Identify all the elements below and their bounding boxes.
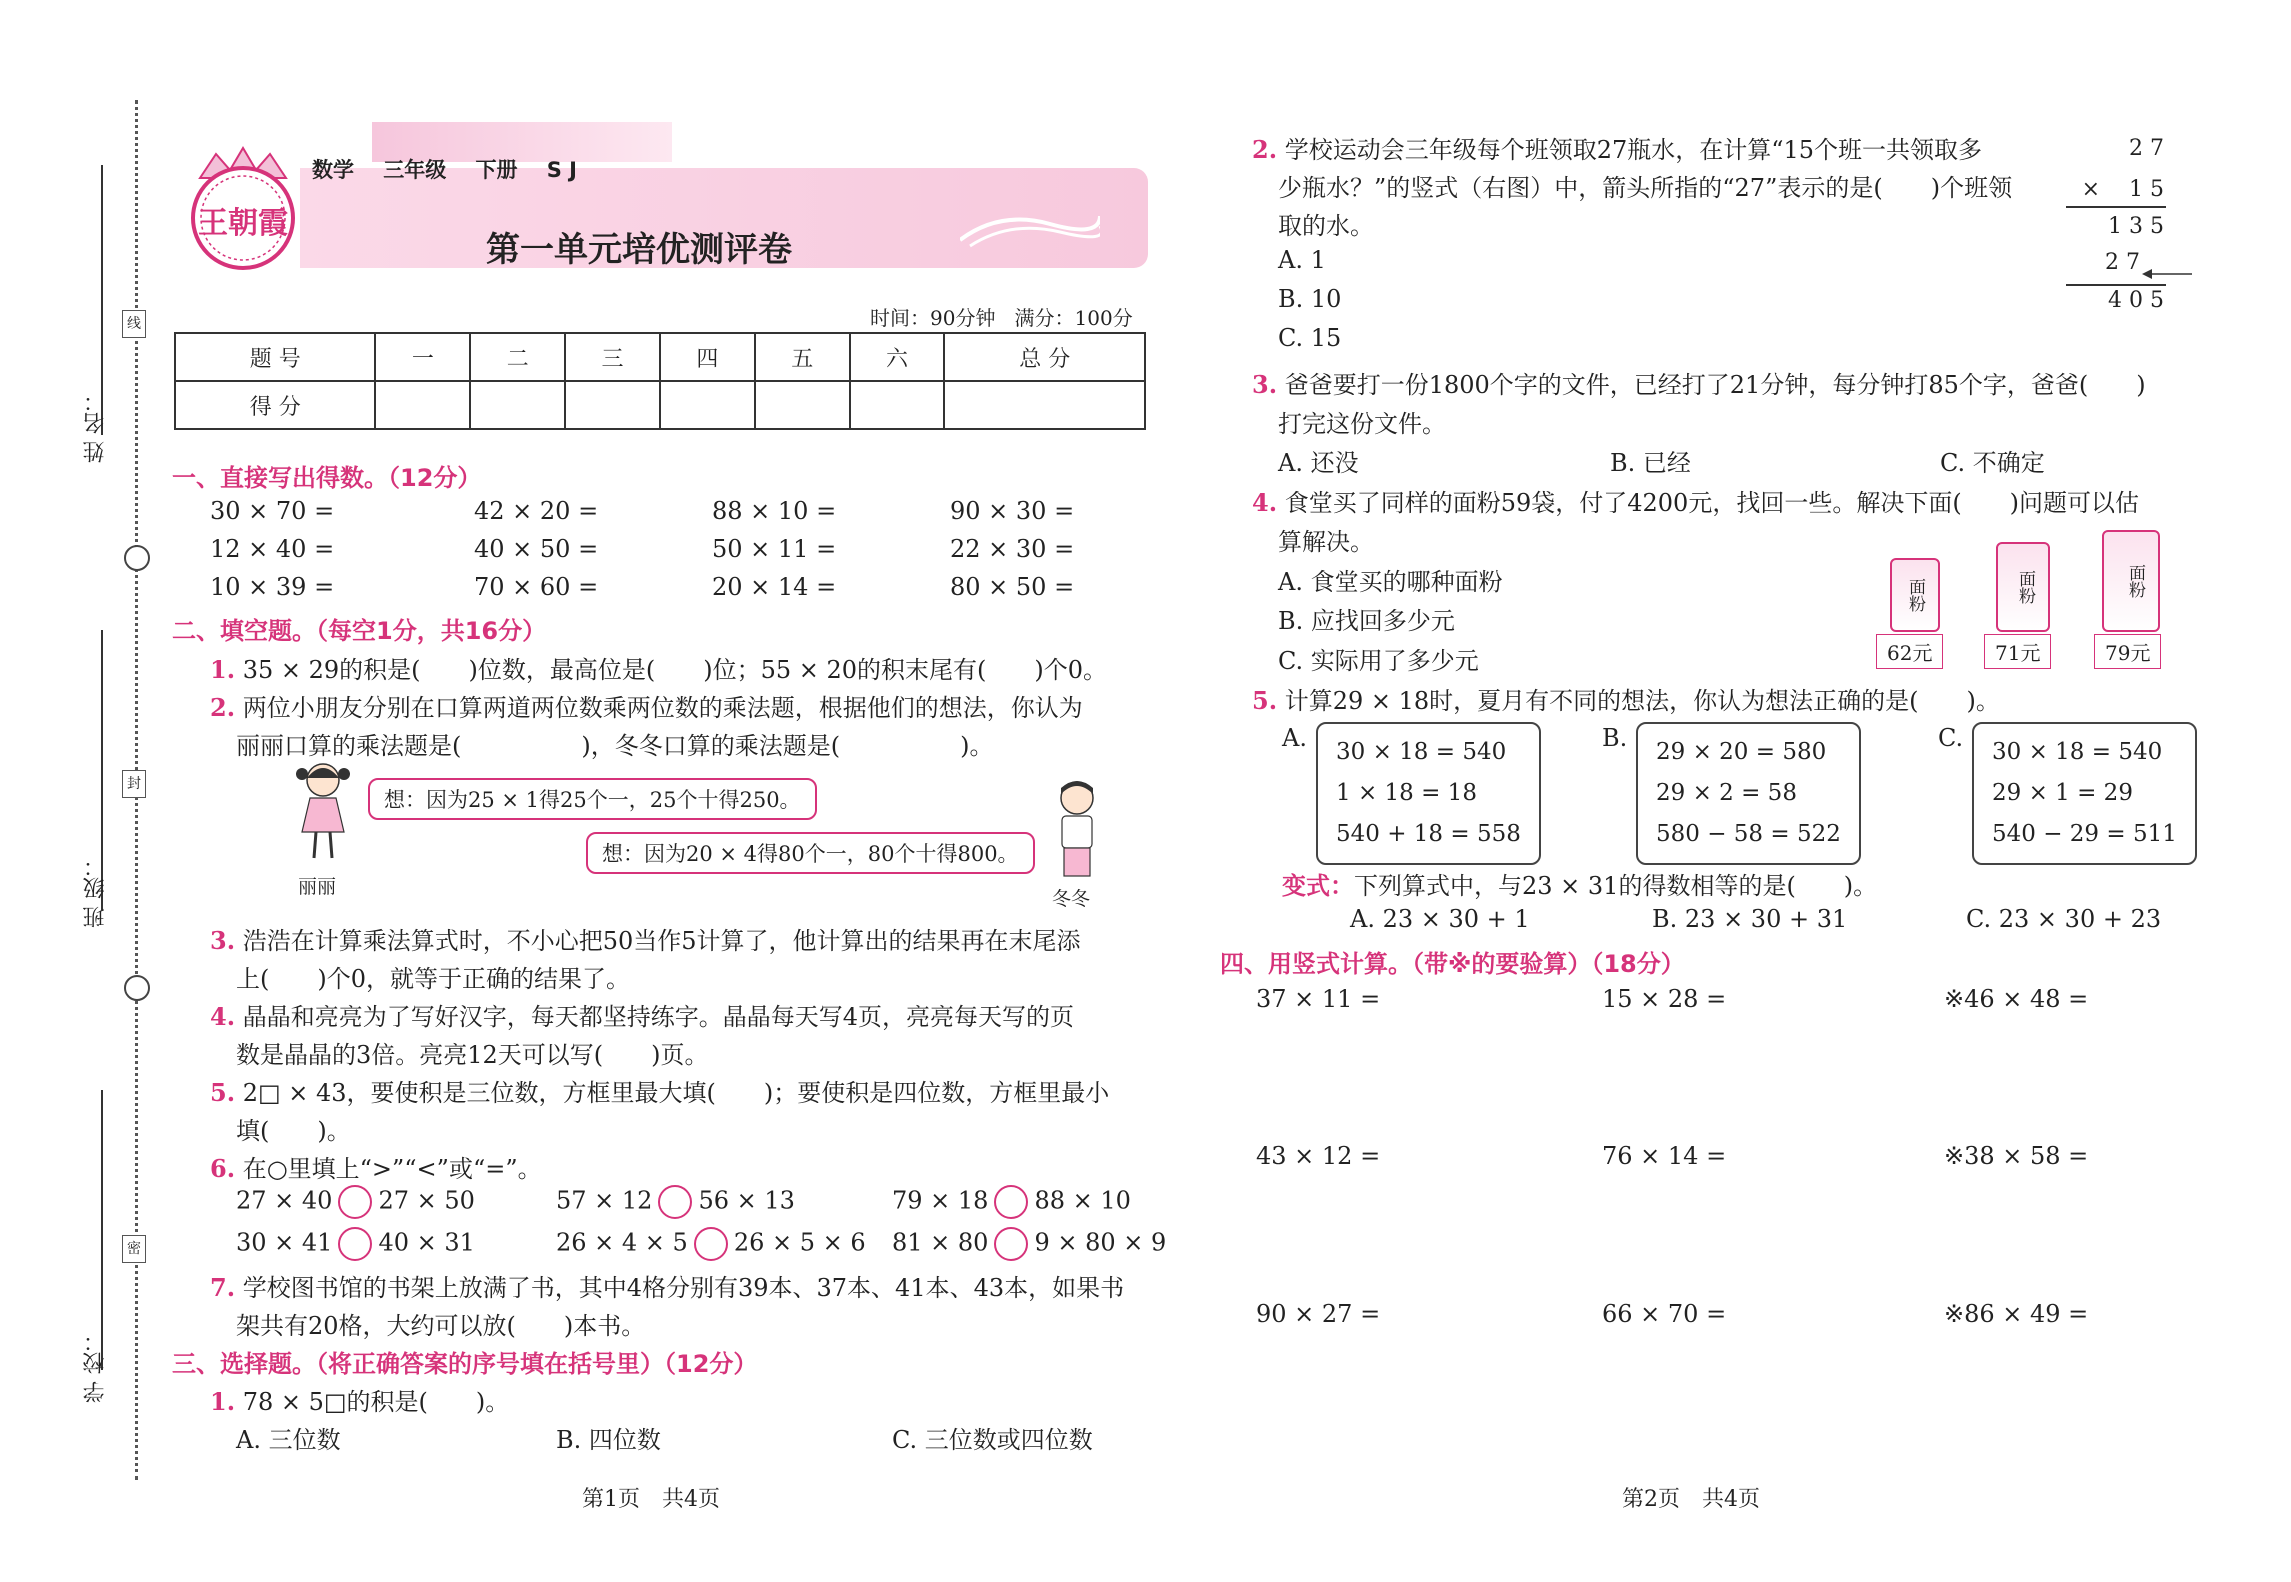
girl-name: 丽丽 [298, 876, 337, 898]
method-box-c: 30 × 18 = 540 29 × 1 = 29 540 − 29 = 511 [1972, 722, 2197, 865]
seal-tag-line: 线 [122, 310, 146, 338]
score-cell[interactable] [660, 381, 755, 429]
question-3-5: 5. 计算29 × 18时，夏月有不同的想法，你认为想法正确的是( )。 [1252, 686, 2000, 715]
option-b: B. 四位数 [556, 1426, 661, 1454]
question-2-4-line2: 数是晶晶的3倍。亮亮12天可以写( )页。 [236, 1041, 709, 1069]
question-3-3-line2: 打完这份文件。 [1278, 410, 1446, 438]
score-cell[interactable] [944, 381, 1145, 429]
calc-item: 40 × 50 = [474, 535, 599, 563]
question-3-4: 4. 食堂买了同样的面粉59袋，付了4200元，找回一些。解决下面( )问题可以估 [1252, 488, 2140, 517]
score-cell[interactable] [850, 381, 945, 429]
name-label: 姓 名： [83, 390, 108, 463]
score-header: 二 [470, 333, 565, 381]
question-2-5-line2: 填( )。 [236, 1117, 351, 1145]
score-header: 四 [660, 333, 755, 381]
compare-item: 27 × 40 27 × 50 [236, 1185, 475, 1219]
subject-line [312, 154, 577, 184]
page-number-right: 第2页 共4页 [1622, 1487, 1760, 1512]
option-a: A. 食堂买的哪种面粉 [1278, 568, 1503, 596]
vertical-calc-item: 43 × 12 = [1256, 1142, 1381, 1170]
option-c: C. 不确定 [1940, 449, 2045, 477]
school-write-line [101, 1090, 103, 1370]
speech-bubble-lili: 想：因为25 × 1得25个一，25个十得250。 [368, 778, 817, 820]
calc-item: 88 × 10 = [712, 497, 837, 525]
question-2-5: 5. 2□ × 43，要使积是三位数，方框里最大填( )；要使积是四位数，方框里最小 [210, 1078, 1110, 1107]
question-3-2-line2: 少瓶水？”的竖式（右图）中，箭头所指的“27”表示的是( )个班领 [1278, 174, 2013, 202]
method-box-a: 30 × 18 = 540 1 × 18 = 18 540 + 18 = 558 [1316, 722, 1541, 865]
option-c-label: C. [1938, 724, 1964, 752]
calc-item: 22 × 30 = [950, 535, 1075, 563]
option-a-label: A. [1282, 724, 1307, 752]
score-cell[interactable] [375, 381, 470, 429]
section-1-title: 一、直接写出得数。（12分） [172, 464, 482, 492]
seal-tag-secret: 密 [122, 1235, 146, 1263]
vertical-calc-item: 76 × 14 = [1602, 1142, 1727, 1170]
calc-item: 20 × 14 = [712, 573, 837, 601]
option-a: A. 三位数 [236, 1426, 341, 1454]
vertical-calc-item: 37 × 11 = [1256, 985, 1381, 1013]
compare-circle[interactable] [994, 1227, 1028, 1261]
question-2-2-line2: 丽丽口算的乘法题是( )，冬冬口算的乘法题是( )。 [236, 732, 994, 760]
section-3-title: 三、选择题。（将正确答案的序号填在括号里）（12分） [172, 1350, 758, 1378]
binding-hole [124, 545, 150, 571]
question-2-3: 3. 浩浩在计算乘法算式时，不小心把50当作5计算了，他计算出的结果再在末尾添 [210, 926, 1081, 955]
vertical-calc-item: 15 × 28 = [1602, 985, 1727, 1013]
binding-hole [124, 975, 150, 1001]
arrow-icon [2142, 262, 2192, 287]
question-2-1: 1. 35 × 29的积是( )位数，最高位是( )位；55 × 20的积末尾有( )个0。 [210, 655, 1108, 684]
score-header: 总 分 [944, 333, 1145, 381]
speech-bubble-dongdong: 想：因为20 × 4得80个一，80个十得800。 [586, 832, 1035, 874]
option-c: C. 实际用了多少元 [1278, 647, 1479, 675]
calc-item: 12 × 40 = [210, 535, 335, 563]
vertical-calc-item: 66 × 70 = [1602, 1300, 1727, 1328]
flour-bag-medium: 面粉 [1996, 542, 2050, 632]
method-box-b: 29 × 20 = 580 29 × 2 = 58 580 − 58 = 522 [1636, 722, 1861, 865]
price-tag: 62元 [1876, 634, 1943, 669]
section-2-title: 二、填空题。（每空1分，共16分） [172, 617, 547, 645]
score-header: 三 [565, 333, 660, 381]
option-b: B. 应找回多少元 [1278, 607, 1455, 635]
question-2-4: 4. 晶晶和亮亮为了写好汉字，每天都坚持练字。晶晶每天写4页，亮亮每天写的页 [210, 1002, 1074, 1031]
compare-circle[interactable] [658, 1185, 692, 1219]
question-3-3: 3. 爸爸要打一份1800个字的文件，已经打了21分钟，每分钟打85个字，爸爸( ) [1252, 370, 2146, 399]
compare-item: 79 × 18 88 × 10 [892, 1185, 1131, 1219]
page-title: 第一单元培优测评卷 [486, 230, 792, 270]
calc-item: 10 × 39 = [210, 573, 335, 601]
calc-item: 30 × 70 = [210, 497, 335, 525]
price-tag: 79元 [2094, 634, 2161, 669]
time-limit: 时间：90分钟 满分：100分 [870, 306, 1133, 330]
calc-item: 90 × 30 = [950, 497, 1075, 525]
vertical-calc-item: ※46 × 48 = [1944, 985, 2089, 1013]
score-table [174, 332, 1146, 430]
option-c: C. 15 [1278, 324, 1342, 352]
question-3-4-line2: 算解决。 [1278, 528, 1374, 556]
compare-item: 30 × 41 40 × 31 [236, 1227, 475, 1261]
question-2-6: 6. 在○里填上“>”“<”或“=”。 [210, 1154, 542, 1183]
grade: 三年级 [383, 158, 447, 182]
question-3-2-line3: 取的水。 [1278, 212, 1374, 240]
question-2-7: 7. 学校图书馆的书架上放满了书，其中4格分别有39本、37本、41本、43本，如果书 [210, 1273, 1125, 1302]
vertical-calc-item: ※86 × 49 = [1944, 1300, 2089, 1328]
vertical-multiplication: 2 7 × 1 5 1 3 5 2 7 4 0 5 [2058, 136, 2174, 316]
question-2-3-line2: 上( )个0，就等于正确的结果了。 [236, 965, 630, 993]
school-label: 学 校： [83, 1330, 108, 1403]
score-header: 六 [850, 333, 945, 381]
question-2-7-line2: 架共有20格，大约可以放( )本书。 [236, 1312, 646, 1340]
banner-swirl [960, 210, 1100, 250]
section-4-title: 四、用竖式计算。（带※的要验算）（18分） [1220, 950, 1685, 978]
score-cell[interactable] [470, 381, 565, 429]
price-tag: 71元 [1984, 634, 2051, 669]
option-c: C. 三位数或四位数 [892, 1426, 1093, 1454]
compare-circle[interactable] [338, 1227, 372, 1261]
score-header: 题 号 [175, 333, 375, 381]
vertical-calc-item: ※38 × 58 = [1944, 1142, 2089, 1170]
option-a: A. 还没 [1278, 449, 1359, 477]
page-number-left: 第1页 共4页 [582, 1487, 720, 1512]
variant-question: 变式：下列算式中，与23 × 31的得数相等的是( )。 [1282, 871, 1878, 900]
compare-item: 57 × 12 56 × 13 [556, 1185, 795, 1219]
term: 下册 [475, 158, 518, 182]
option-b: B. 23 × 30 + 31 [1652, 905, 1848, 933]
option-a: A. 23 × 30 + 1 [1350, 905, 1530, 933]
score-header: 一 [375, 333, 470, 381]
calc-item: 70 × 60 = [474, 573, 599, 601]
flour-bag-large: 面粉 [2102, 530, 2160, 632]
calc-item: 80 × 50 = [950, 573, 1075, 601]
edition: S J [546, 158, 577, 182]
score-cell[interactable] [755, 381, 850, 429]
logo [178, 140, 308, 270]
compare-circle[interactable] [338, 1185, 372, 1219]
compare-circle[interactable] [694, 1227, 728, 1261]
question-3-2: 2. 学校运动会三年级每个班领取27瓶水，在计算“15个班一共领取多 [1252, 135, 1983, 164]
flour-bag-small: 面粉 [1890, 558, 1940, 632]
option-b: B. 10 [1278, 285, 1342, 313]
girl-figure [288, 758, 358, 868]
boy-figure [1042, 776, 1112, 886]
compare-item: 26 × 4 × 5 26 × 5 × 6 [556, 1227, 866, 1261]
class-label: 班 级： [83, 855, 108, 928]
compare-item: 81 × 80 9 × 80 × 9 [892, 1227, 1166, 1261]
score-row-label: 得 分 [175, 381, 375, 429]
calc-item: 42 × 20 = [474, 497, 599, 525]
subject: 数学 [312, 158, 354, 182]
seal-tag-seal: 封 [122, 770, 146, 798]
score-header: 五 [755, 333, 850, 381]
vertical-calc-item: 90 × 27 = [1256, 1300, 1381, 1328]
calc-item: 50 × 11 = [712, 535, 837, 563]
question-3-1: 1. 78 × 5□的积是( )。 [210, 1387, 510, 1416]
boy-name: 冬冬 [1052, 888, 1091, 910]
option-a: A. 1 [1278, 246, 1326, 274]
option-c: C. 23 × 30 + 23 [1966, 905, 2162, 933]
question-2-2: 2. 两位小朋友分别在口算两道两位数乘两位数的乘法题，根据他们的想法，你认为 [210, 693, 1083, 722]
score-cell[interactable] [565, 381, 660, 429]
option-b: B. 已经 [1610, 449, 1691, 477]
option-b-label: B. [1602, 724, 1628, 752]
compare-circle[interactable] [994, 1185, 1028, 1219]
logo-text: 王朝霞 [198, 206, 288, 241]
